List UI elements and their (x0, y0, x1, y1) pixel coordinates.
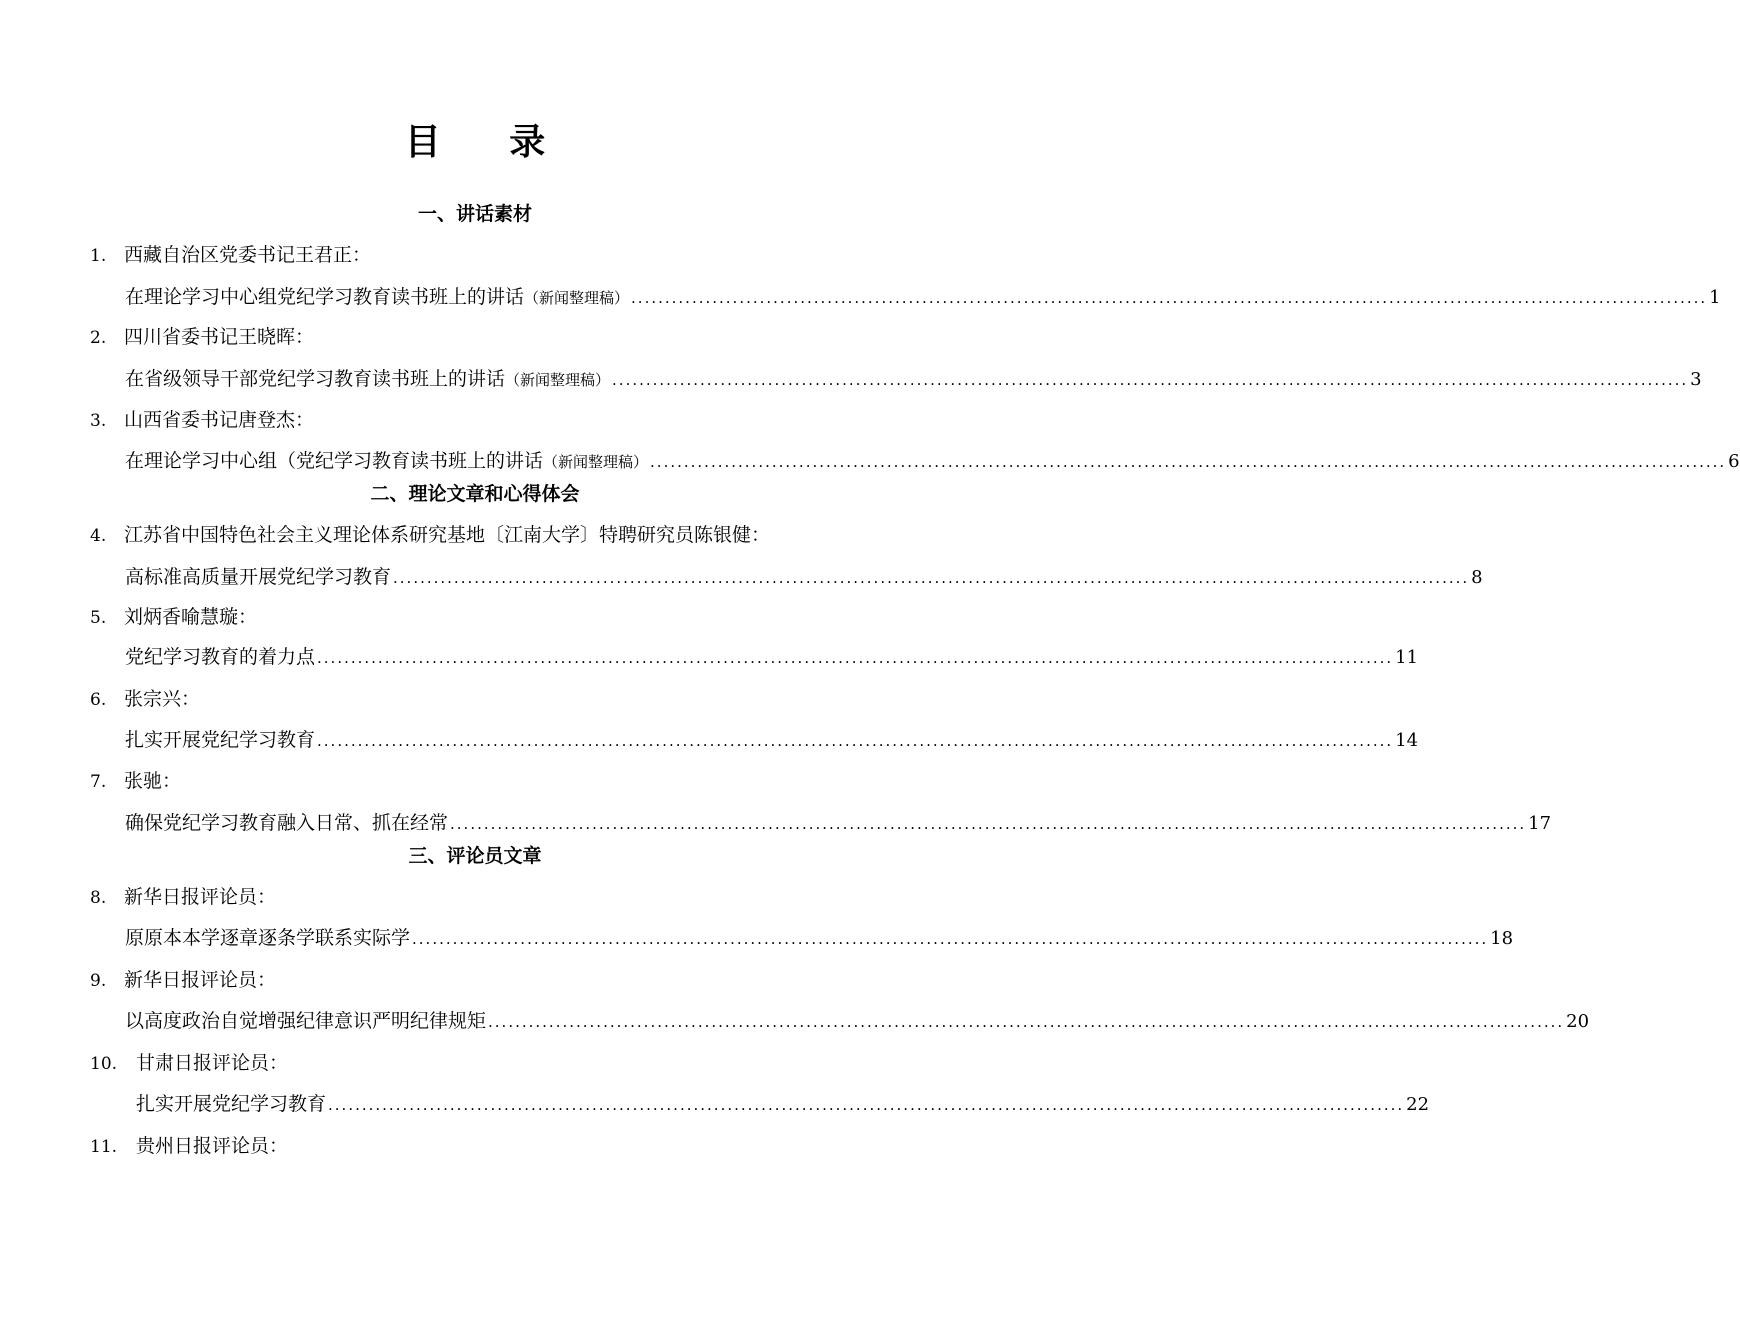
toc-entry[interactable] (125, 446, 1740, 476)
entry-page-number: 18 (1490, 928, 1514, 949)
entry-title: 高标准高质量开展党纪学习教育 (125, 566, 392, 588)
entry-note: （新闻整理稿） (505, 371, 611, 389)
toc-entry[interactable] (125, 282, 1721, 312)
entry-title: 扎实开展党纪学习教育 (136, 1093, 327, 1115)
entry-author: 四川省委书记王晓晖： (124, 326, 315, 348)
dot-leader: ............................................................................................................................................................... (317, 649, 1394, 667)
entry-title: 扎实开展党纪学习教育 (125, 729, 316, 751)
entry-title: 党纪学习教育的着力点 (125, 646, 316, 668)
entry-title: 原原本本学逐章逐条学联系实际学 (125, 927, 411, 949)
toc-author-line (90, 766, 860, 796)
section-heading-commentary: 三、评论员文章 (408, 845, 542, 867)
toc-author-line (90, 322, 860, 352)
entry-number: 5. (90, 608, 107, 628)
dot-leader: ............................................................................................................................................................... (488, 1013, 1565, 1031)
dot-leader: ............................................................................................................................................................... (393, 569, 1470, 587)
entry-number: 8. (90, 888, 107, 908)
toc-author-line (90, 684, 860, 714)
toc-entry[interactable] (125, 642, 1419, 672)
entry-number: 1. (90, 246, 107, 266)
entry-note: （新闻整理稿） (524, 289, 630, 307)
entry-page-number: 22 (1406, 1094, 1430, 1115)
dot-leader: ............................................................................................................................................................... (612, 371, 1689, 389)
entry-author: 山西省委书记唐登杰： (124, 409, 315, 431)
entry-title: 以高度政治自觉增强纪律意识严明纪律规矩 (125, 1010, 487, 1032)
entry-page-number: 8 (1471, 567, 1483, 588)
dot-leader: ............................................................................................................................................................... (328, 1096, 1405, 1114)
entry-title: 在理论学习中心组党纪学习教育读书班上的讲话 (125, 286, 525, 308)
section-heading-speeches: 一、讲话素材 (417, 203, 532, 225)
entry-number: 4. (90, 526, 107, 546)
entry-author: 刘炳香喻慧璇： (124, 606, 258, 628)
entry-page-number: 1 (1709, 287, 1721, 308)
toc-entry[interactable] (125, 923, 1514, 953)
entry-page-number: 20 (1566, 1011, 1590, 1032)
toc-author-line (90, 240, 860, 270)
entry-title: 确保党纪学习教育融入日常、抓在经常 (125, 812, 449, 834)
entry-number: 2. (90, 328, 107, 348)
entry-page-number: 6 (1728, 451, 1740, 472)
entry-page-number: 17 (1528, 813, 1552, 834)
entry-number: 11. (90, 1137, 118, 1157)
toc-author-line (90, 965, 860, 995)
entry-page-number: 14 (1395, 730, 1419, 751)
dot-leader: ............................................................................................................................................................... (631, 289, 1708, 307)
entry-number: 3. (90, 411, 107, 431)
entry-title: 在理论学习中心组（党纪学习教育读书班上的讲话 (125, 450, 544, 472)
entry-author: 张驰： (124, 770, 182, 792)
entry-page-number: 11 (1395, 647, 1419, 668)
entry-author: 新华日报评论员： (124, 886, 277, 908)
entry-author: 甘肃日报评论员： (136, 1052, 289, 1074)
toc-author-line (90, 1131, 860, 1161)
toc-entry[interactable] (136, 1089, 1430, 1119)
toc-entry[interactable] (125, 808, 1552, 838)
entry-author: 西藏自治区党委书记王君正： (124, 244, 372, 266)
toc-entry[interactable] (125, 1006, 1590, 1036)
entry-number: 9. (90, 971, 107, 991)
dot-leader: ............................................................................................................................................................... (317, 732, 1394, 750)
toc-author-line (90, 1048, 860, 1078)
entry-number: 6. (90, 690, 107, 710)
section-heading-theory-articles: 二、理论文章和心得体会 (370, 483, 580, 505)
toc-author-line (90, 882, 860, 912)
entry-number: 10. (90, 1054, 118, 1074)
toc-author-line (90, 602, 860, 632)
toc-author-line (90, 405, 860, 435)
toc-entry[interactable] (125, 562, 1483, 592)
entry-title: 在省级领导干部党纪学习教育读书班上的讲话 (125, 368, 506, 390)
entry-author: 江苏省中国特色社会主义理论体系研究基地〔江南大学〕特聘研究员陈银健： (124, 524, 771, 546)
entry-author: 新华日报评论员： (124, 969, 277, 991)
toc-entry[interactable] (125, 725, 1419, 755)
entry-author: 张宗兴： (124, 688, 201, 710)
dot-leader: ............................................................................................................................................................... (450, 815, 1527, 833)
dot-leader: ............................................................................................................................................................... (412, 930, 1489, 948)
entry-number: 7. (90, 772, 107, 792)
toc-entry[interactable] (125, 364, 1702, 394)
entry-page-number: 3 (1690, 369, 1702, 390)
dot-leader: ............................................................................................................................................................... (650, 453, 1727, 471)
page-title: 目 录 (404, 122, 574, 163)
entry-note: （新闻整理稿） (543, 453, 649, 471)
entry-author: 贵州日报评论员： (136, 1135, 289, 1157)
toc-author-line (90, 520, 860, 550)
